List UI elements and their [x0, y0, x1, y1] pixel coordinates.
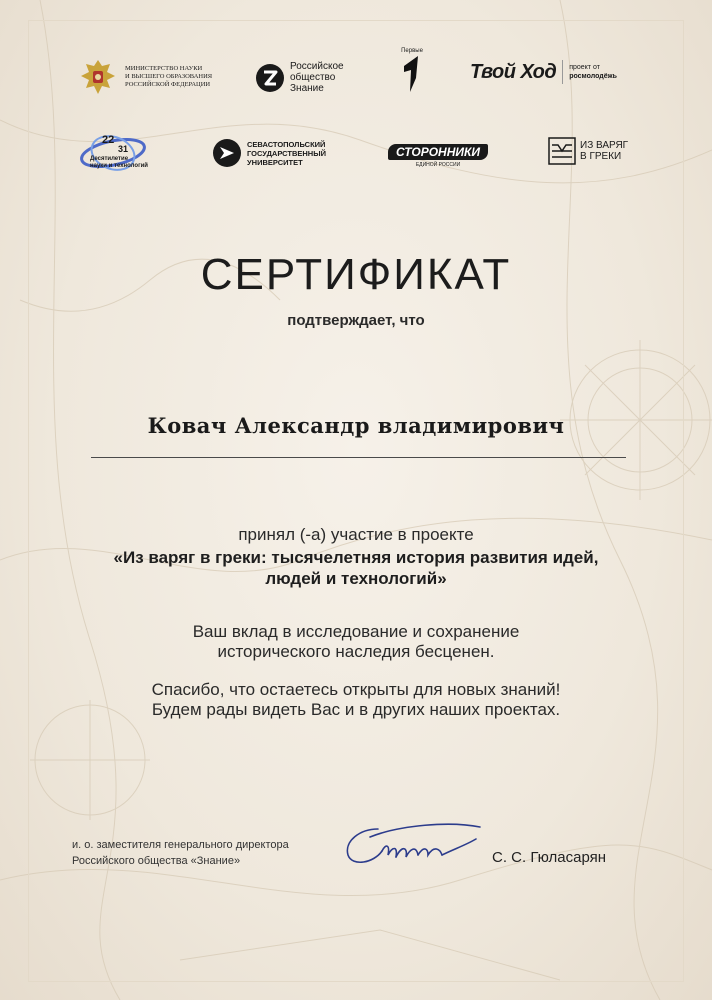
pervye-one-icon [400, 54, 424, 94]
thanks-line2: Будем рады видеть Вас и в других наших проектах. [151, 700, 561, 719]
decade-num1: 22 [102, 134, 115, 146]
handwritten-signature [330, 815, 490, 875]
varyag-line2: В ГРЕКИ [580, 151, 622, 162]
varyag-line1: ИЗ ВАРЯГ [580, 140, 629, 151]
contribution-line1: Ваш вклад в исследование и сохранение [192, 622, 520, 641]
tvoy-hod-main: Твой Ход [470, 60, 557, 83]
contribution-text [0, 622, 712, 662]
contribution-line2: исторического наследия бесценен. [217, 642, 495, 661]
signatory-role-line2: Российского общества «Знание» [72, 855, 241, 867]
ministry-line3: РОССИЙСКОЙ ФЕДЕРАЦИИ [125, 81, 211, 88]
decade-line1: Десятилетие [90, 156, 129, 162]
certificate-title: СЕРТИФИКАТ [200, 250, 512, 299]
project-title [0, 547, 712, 589]
recipient-name: Ковач Александр владимирович [147, 413, 565, 438]
varyag-logo [548, 137, 628, 165]
signatory-role [72, 837, 289, 869]
varyag-waves-icon [548, 137, 576, 165]
pervye-logo [400, 48, 424, 94]
znanie-logo [255, 61, 344, 94]
certificate-subtitle: подтверждает, что [287, 312, 425, 329]
decade-logo [78, 132, 148, 174]
storonniki-main: СТОРОННИКИ [388, 144, 488, 160]
thanks-line1: Спасибо, что остаетесь открыты для новых знаний! [151, 680, 561, 699]
sevsu-line1: СЕВАСТОПОЛЬСКИЙ [247, 139, 326, 149]
sevsu-arrow-icon [212, 138, 242, 168]
tvoy-hod-logo [470, 60, 617, 84]
double-eagle-emblem-icon [77, 56, 119, 98]
name-underline [91, 457, 626, 458]
ministry-line1: МИНИСТЕРСТВО НАУКИ [125, 65, 203, 72]
storonniki-logo [388, 144, 488, 168]
project-title-line1: «Из варяг в греки: тысячелетняя история развития идей, [113, 548, 599, 567]
sevsu-logo [212, 138, 326, 168]
pervye-label: Первые [401, 48, 423, 54]
tvoy-hod-sub1: проект от [569, 64, 600, 71]
thanks-text [0, 680, 712, 720]
storonniki-sub: ЕДИНОЙ РОССИИ [415, 162, 461, 168]
sevsu-line2: ГОСУДАРСТВЕННЫЙ [247, 148, 326, 158]
decade-num2: 31 [118, 144, 129, 154]
tvoy-hod-sub2: росмолодёжь [569, 73, 617, 80]
znanie-line1: Российское [290, 61, 344, 72]
ministry-line2: И ВЫСШЕГО ОБРАЗОВАНИЯ [125, 73, 213, 80]
ministry-logo [77, 56, 212, 98]
znanie-line2: общество [290, 72, 336, 83]
znanie-line3: Знание [290, 83, 324, 94]
signatory-name: С. С. Гюласарян [492, 849, 607, 866]
signatory-role-line1: и. о. заместителя генерального директора [72, 839, 289, 851]
znanie-z-icon [255, 63, 285, 93]
decade-line2: науки и технологий [90, 163, 148, 169]
participation-text: принял (-а) участие в проекте [238, 525, 474, 544]
sevsu-line3: УНИВЕРСИТЕТ [247, 157, 303, 167]
project-title-line2: людей и технологий» [265, 569, 447, 588]
